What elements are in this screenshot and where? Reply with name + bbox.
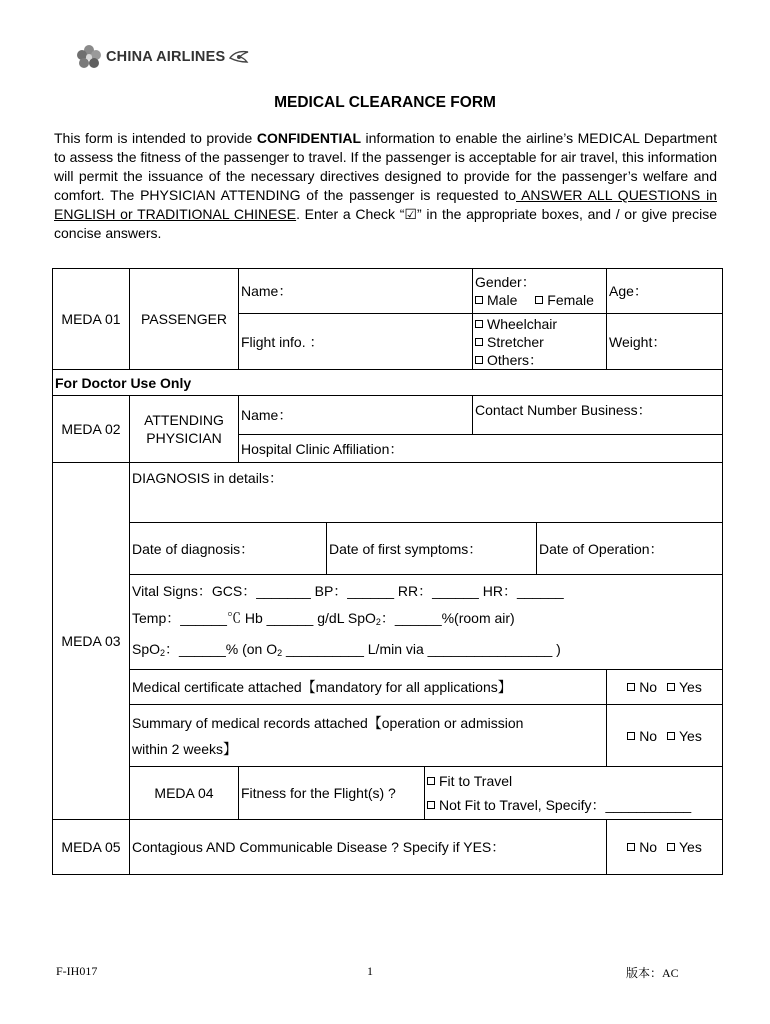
records-summary-row bbox=[130, 705, 607, 767]
disease-yes-checkbox[interactable] bbox=[667, 843, 675, 851]
female-label: Female bbox=[547, 292, 594, 308]
disease-yes-label: Yes bbox=[678, 839, 702, 855]
hospital-affiliation-label: Hospital Clinic Affiliation： bbox=[241, 440, 404, 457]
footer-page-number: 1 bbox=[367, 964, 373, 978]
records-yes-checkbox[interactable] bbox=[667, 732, 675, 740]
disease-no-label: No bbox=[639, 839, 658, 855]
intro-text-1: This form is intended to provide bbox=[54, 130, 257, 146]
vital-room-air-text: ：______%(room air) bbox=[380, 609, 515, 626]
vital-signs-field[interactable] bbox=[130, 575, 723, 670]
age-label: Age： bbox=[609, 283, 648, 299]
not-fit-to-travel-checkbox[interactable] bbox=[427, 801, 435, 809]
vital-temp-text: Temp：______℃ Hb ______ g/dL SpO bbox=[132, 609, 376, 626]
gender-cell bbox=[473, 269, 607, 314]
plum-blossom-icon bbox=[74, 43, 104, 71]
records-summary-line1: Summary of medical records attached【operation or admission bbox=[132, 714, 524, 731]
vital-signs-line3 bbox=[132, 636, 720, 667]
physician-name-label: Name： bbox=[241, 407, 293, 423]
male-label: Male bbox=[487, 292, 518, 308]
hospital-affiliation-field[interactable] bbox=[239, 435, 723, 463]
date-of-diagnosis-label: Date of diagnosis： bbox=[132, 540, 255, 557]
mobility-cell bbox=[473, 314, 607, 370]
date-of-first-symptoms-field[interactable] bbox=[327, 523, 537, 575]
disease-no-checkbox[interactable] bbox=[627, 843, 635, 851]
disease-row bbox=[130, 820, 607, 875]
records-yes-no-cell bbox=[607, 705, 723, 767]
others-checkbox[interactable] bbox=[475, 356, 483, 364]
doctor-use-only-heading: For Doctor Use Only bbox=[53, 370, 723, 396]
wheelchair-label: Wheelchair bbox=[487, 315, 558, 332]
certificate-no-checkbox[interactable] bbox=[627, 683, 635, 691]
records-no-label: No bbox=[639, 727, 658, 744]
wheelchair-checkbox[interactable] bbox=[475, 320, 483, 328]
fitness-options-cell bbox=[425, 767, 723, 820]
vital-on-o2-text: ：______% (on O bbox=[165, 640, 278, 657]
o2-subscript: 2 bbox=[277, 647, 283, 658]
passenger-section-label: PASSENGER bbox=[130, 269, 239, 370]
footer-form-code: F-IH017 bbox=[56, 964, 98, 978]
vital-signs-line1: Vital Signs：GCS：_______ BP：______ RR：______ HR：______ bbox=[132, 582, 564, 599]
date-of-diagnosis-field[interactable] bbox=[130, 523, 327, 575]
others-label: Others： bbox=[487, 351, 544, 368]
date-of-first-symptoms-label: Date of first symptoms： bbox=[329, 540, 483, 557]
records-yes-label: Yes bbox=[678, 727, 702, 744]
contact-number-field[interactable] bbox=[473, 396, 723, 435]
certificate-yes-checkbox[interactable] bbox=[667, 683, 675, 691]
date-of-operation-label: Date of Operation： bbox=[539, 540, 664, 557]
stretcher-checkbox[interactable] bbox=[475, 338, 483, 346]
male-checkbox[interactable] bbox=[475, 296, 483, 304]
vital-flow-text: __________ L/min via ________________ ) bbox=[282, 640, 561, 657]
spo2-subscript-2: 2 bbox=[160, 647, 166, 658]
fitness-label: Fitness for the Flight(s) ? bbox=[239, 767, 425, 820]
physician-label-line2: PHYSICIAN bbox=[146, 430, 222, 446]
physician-label-line1: ATTENDING bbox=[144, 412, 224, 428]
records-summary-line2: within 2 weeks】 bbox=[132, 740, 238, 757]
physician-name-field[interactable] bbox=[239, 396, 473, 435]
fit-to-travel-label: Fit to Travel bbox=[439, 773, 513, 789]
passenger-name-field[interactable] bbox=[239, 269, 473, 314]
weight-label: Weight： bbox=[609, 333, 667, 350]
meda05-code: MEDA 05 bbox=[53, 820, 130, 875]
medical-clearance-table bbox=[52, 268, 723, 875]
footer-version: 版本：AC bbox=[626, 966, 679, 980]
intro-text-2: information to enable the airline’s MEDICAL Department to assess the fitness of the passenger to travel. If the passenger is acceptable for air travel, this information will permit the issuance of the necessary directives designed to provide for the passenger’s welfare and comfort. The PHYSICIAN ATTENDING of the passenger is requested to bbox=[54, 130, 718, 203]
not-fit-to-travel-label: Not Fit to Travel, Specify：___________ bbox=[439, 797, 692, 813]
records-no-checkbox[interactable] bbox=[627, 732, 635, 740]
meda04-code: MEDA 04 bbox=[130, 767, 239, 820]
stretcher-label: Stretcher bbox=[487, 333, 544, 350]
date-of-operation-field[interactable] bbox=[537, 523, 723, 575]
disease-yes-no-cell bbox=[607, 820, 723, 875]
meda01-code: MEDA 01 bbox=[53, 269, 130, 370]
diagnosis-field[interactable] bbox=[130, 463, 723, 523]
airline-name: CHINA AIRLINES bbox=[106, 49, 226, 65]
form-title: MEDICAL CLEARANCE FORM bbox=[274, 94, 496, 111]
certificate-yes-label: Yes bbox=[678, 679, 702, 695]
certificate-no-label: No bbox=[639, 679, 658, 695]
vital-signs-line2 bbox=[132, 605, 720, 636]
medical-certificate-row bbox=[130, 670, 607, 705]
diagnosis-label: DIAGNOSIS in details： bbox=[132, 470, 283, 486]
certificate-yes-no-cell bbox=[607, 670, 723, 705]
intro-underlined-instruction: ANSWER ALL QUESTIONS in ENGLISH or TRADITIONAL CHINESE bbox=[54, 187, 717, 222]
meda03-code: MEDA 03 bbox=[53, 463, 130, 820]
disease-label: Contagious AND Communicable Disease ? Specify if YES： bbox=[132, 839, 506, 855]
airline-logo bbox=[74, 42, 250, 72]
gender-label: Gender： bbox=[475, 274, 536, 290]
intro-confidential: CONFIDENTIAL bbox=[256, 130, 362, 146]
contact-number-label: Contact Number Business： bbox=[475, 402, 652, 418]
vital-spo2-text: SpO bbox=[132, 640, 161, 657]
fit-to-travel-checkbox[interactable] bbox=[427, 777, 435, 785]
meda02-code: MEDA 02 bbox=[53, 396, 130, 463]
age-field[interactable] bbox=[607, 269, 723, 314]
flight-info-field[interactable] bbox=[239, 314, 473, 370]
medical-certificate-label: Medical certificate attached【mandatory for all applications】 bbox=[132, 679, 512, 695]
passenger-name-label: Name： bbox=[241, 283, 293, 299]
physician-section-label bbox=[130, 396, 239, 463]
intro-paragraph bbox=[54, 129, 717, 243]
female-checkbox[interactable] bbox=[535, 296, 543, 304]
bird-emblem-icon bbox=[228, 48, 250, 66]
intro-text-3: . Enter a Check “☑” in the appropriate boxes, and / or give precise concise answers. bbox=[54, 206, 717, 241]
spo2-subscript: 2 bbox=[375, 616, 381, 627]
flight-info-label: Flight info. ： bbox=[241, 333, 324, 350]
weight-field[interactable] bbox=[607, 314, 723, 370]
